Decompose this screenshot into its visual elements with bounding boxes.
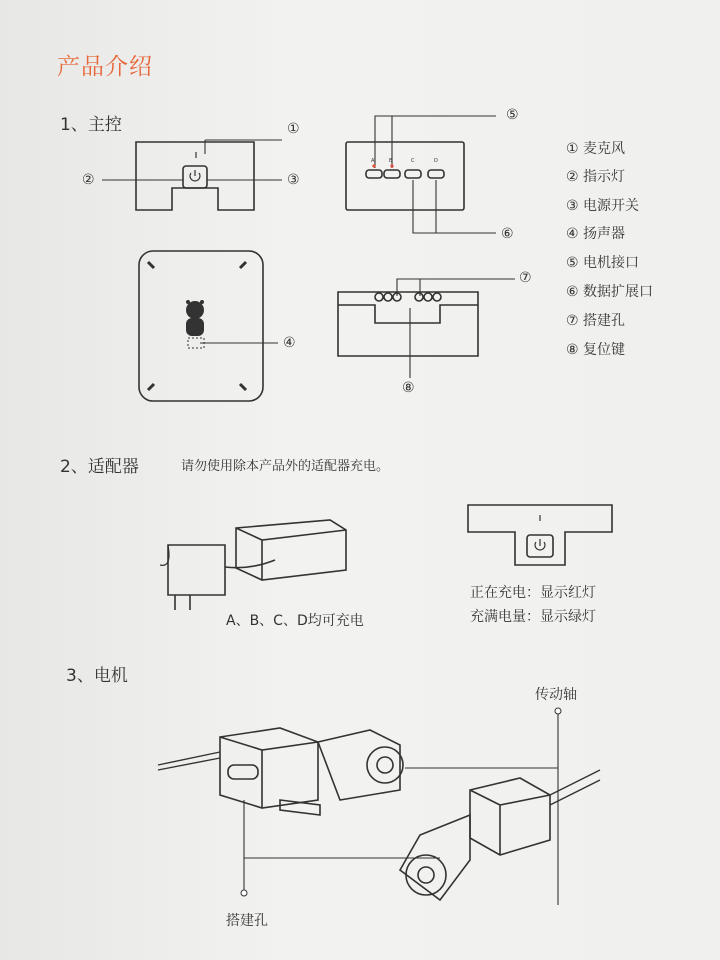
full-status: 充满电量：显示绿灯 (470, 609, 596, 625)
section-heading-main: 1、主控 (60, 115, 122, 135)
callout-2: ② (82, 172, 95, 188)
port-label-d: D (434, 158, 438, 164)
shaft-label: 传动轴 (535, 687, 577, 703)
legend-item-3: ③ 电源开关 (566, 198, 640, 214)
callout-1: ① (287, 121, 300, 137)
adapter-warning: 请勿使用除本产品外的适配器充电。 (181, 459, 390, 474)
section-heading-motor: 3、电机 (66, 666, 128, 686)
legend-item-4: ④ 扬声器 (566, 226, 626, 242)
port-label-c: C (411, 158, 415, 164)
callout-5: ⑤ (506, 107, 519, 123)
callout-3: ③ (287, 172, 300, 188)
controller-bottom-view (338, 292, 478, 356)
legend-item-6: ⑥ 数据扩展口 (566, 284, 654, 300)
legend-item-8: ⑧ 复位键 (566, 342, 626, 358)
callout-4: ④ (283, 335, 296, 351)
legend-item-7: ⑦ 搭建孔 (566, 313, 626, 329)
page-title: 产品介绍 (57, 54, 153, 80)
legend-item-2: ② 指示灯 (566, 169, 626, 185)
legend-item-5: ⑤ 电机接口 (566, 255, 640, 271)
section-heading-adapter: 2、适配器 (60, 457, 139, 477)
callout-8: ⑧ (402, 380, 415, 396)
motor-2 (470, 778, 550, 855)
power-button (183, 166, 207, 188)
adapter-plug (168, 545, 225, 610)
hole-label: 搭建孔 (226, 913, 268, 929)
adapter-controller-box (236, 520, 346, 580)
motor-1 (158, 752, 220, 770)
port-label-b: B (389, 158, 393, 164)
port-label-a: A (371, 158, 375, 164)
adapter-caption: A、B、C、D均可充电 (226, 613, 364, 629)
callout-6: ⑥ (501, 226, 514, 242)
charging-status: 正在充电：显示红灯 (470, 585, 596, 601)
callout-7: ⑦ (519, 270, 532, 286)
legend-item-1: ① 麦克风 (566, 141, 626, 157)
